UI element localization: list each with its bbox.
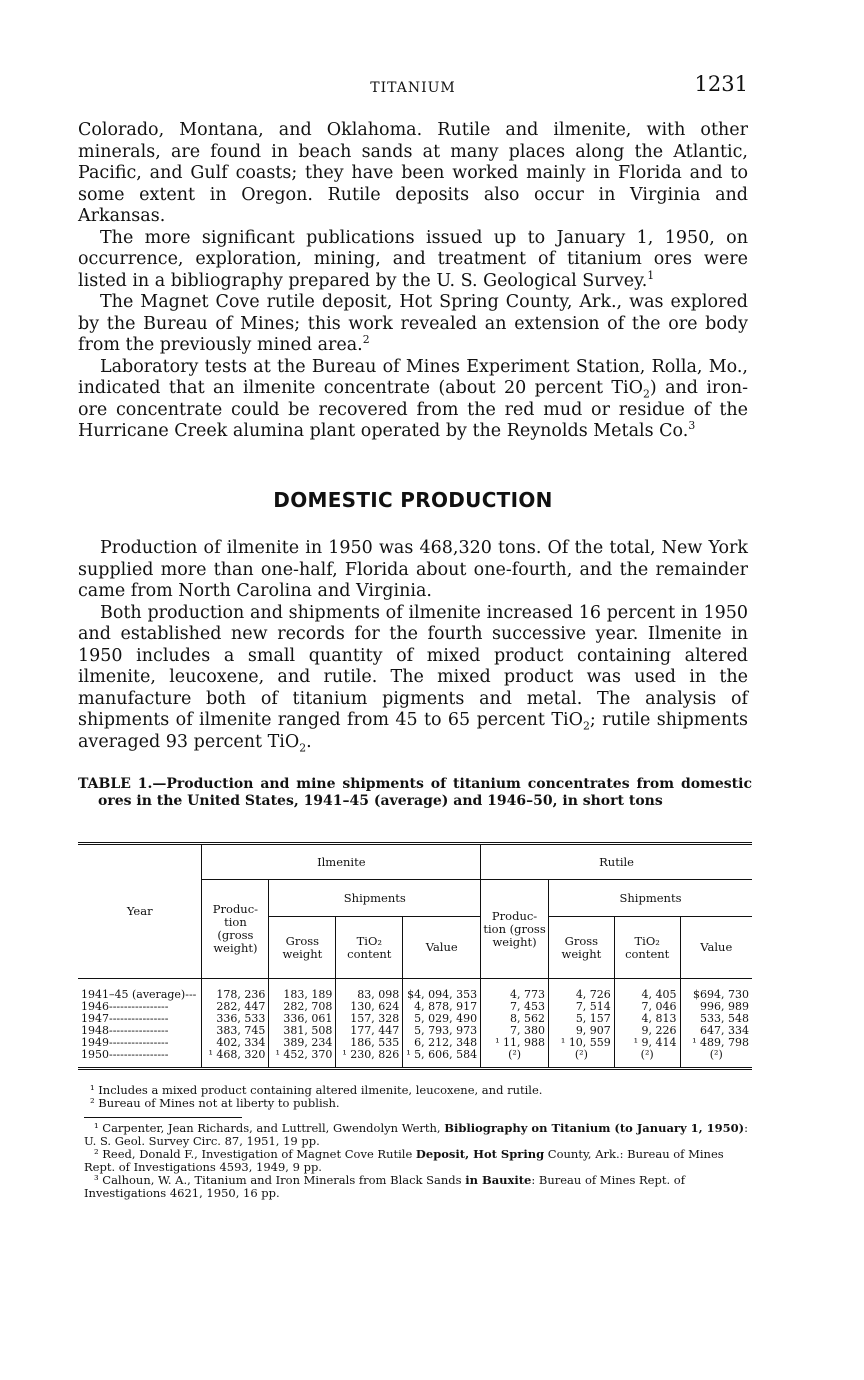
- rutile-value-cell: ¹ 489, 798: [680, 1037, 752, 1049]
- year-cell: 1947----------------: [81, 1012, 169, 1025]
- ilmenite-value-cell: 4, 878, 917: [403, 1001, 481, 1013]
- table-notes: [90, 1084, 750, 1110]
- ilmenite-value-cell: 6, 212, 348: [403, 1037, 481, 1049]
- paragraph: Colorado, Montana, and Oklahoma. Rutile and ilmenite, with other minerals, are found in beach sands at many places along the Atlantic, Pacific, and Gulf coasts; they have been worked mainly in Florida and to some extent in Oregon. Rutile deposits also occur in Virginia and Arkansas.: [78, 120, 748, 226]
- rutile-value-cell: 533, 548: [680, 1013, 752, 1025]
- rutile-production-cell: ¹ 11, 988: [481, 1037, 549, 1049]
- ilmenite-production-cell: 282, 447: [202, 1001, 269, 1013]
- year-cell: 1948----------------: [81, 1024, 169, 1037]
- section-heading: DOMESTIC PRODUCTION: [273, 488, 553, 512]
- ilmenite-gross-cell: 282, 708: [269, 1001, 336, 1013]
- ilmenite-gross-weight-header: Gross weight: [269, 917, 336, 979]
- footnotes: [84, 1122, 754, 1200]
- rutile-shipments-header: Shipments: [548, 880, 752, 917]
- ilmenite-tio2-cell: 177, 447: [336, 1025, 403, 1037]
- ilmenite-production-header: Produc-tion (gross weight): [202, 880, 269, 979]
- rutile-value-cell: $694, 730: [680, 979, 752, 1002]
- rutile-production-cell: 4, 773: [481, 979, 549, 1002]
- rutile-gross-cell: ¹ 10, 559: [548, 1037, 614, 1049]
- rutile-value-header: Value: [680, 917, 752, 979]
- ilmenite-production-cell: 402, 334: [202, 1037, 269, 1049]
- rutile-value-cell: 647, 334: [680, 1025, 752, 1037]
- year-cell: 1950----------------: [78, 1049, 202, 1069]
- year-header: Year: [78, 844, 202, 979]
- footnote-ref: 1: [647, 268, 655, 282]
- footnote: ² Reed, Donald F., Investigation of Magnet Cove Rutile Deposit, Hot Spring County, Ark.: Bureau of Mines Rept. of Investigations 4593, 1949, 9 pp.: [84, 1147, 724, 1174]
- rutile-value-cell: 996, 989: [680, 1001, 752, 1013]
- rutile-gross-cell: 9, 907: [548, 1025, 614, 1037]
- ilmenite-gross-cell: ¹ 452, 370: [269, 1049, 336, 1069]
- ilmenite-gross-cell: 389, 234: [269, 1037, 336, 1049]
- ilmenite-tio2-cell: 83, 098: [336, 979, 403, 1002]
- ilmenite-production-cell: 178, 236: [202, 979, 269, 1002]
- year-cell: 1949----------------: [81, 1036, 169, 1049]
- ilmenite-production-cell: ¹ 468, 320: [202, 1049, 269, 1069]
- rutile-header: Rutile: [481, 844, 752, 880]
- table-note: ¹ Includes a mixed product containing altered ilmenite, leucoxene, and rutile.: [90, 1083, 543, 1097]
- footnote: ³ Calhoun, W. A., Titanium and Iron Minerals from Black Sands in Bauxite: Bureau of Mines Rept. of Investigations 4621, 1950, 16 pp.: [84, 1173, 685, 1200]
- rutile-gross-cell: 5, 157: [548, 1013, 614, 1025]
- paragraph: Production of ilmenite in 1950 was 468,320 tons. Of the total, New York supplied more than one-half, Florida about one-fourth, and the remainder came from North Carolina and Virginia.: [78, 538, 748, 601]
- production-section: [78, 538, 748, 753]
- ilmenite-value-header: Value: [403, 917, 481, 979]
- rutile-production-cell: 7, 380: [481, 1025, 549, 1037]
- ilmenite-tio2-header: TiO₂ content: [336, 917, 403, 979]
- paragraph: Both production and shipments of ilmenite increased 16 percent in 1950 and established new records for the fourth successive year. Ilmenite in 1950 includes a small quantity of mixed product containing altered ilmenite, leucoxene, and rutile. The mixed product was used in the manufacture both of titanium pigments and metal. The analysis of shipments of ilmenite ranged from 45 to 65 percent TiO$_2$; rutile shipments averaged 93 percent TiO$_2$.: [78, 602, 748, 754]
- rutile-tio2-cell: 7, 046: [614, 1001, 680, 1013]
- table-caption: TABLE 1.—Production and mine shipments of titanium concentrates from domestic ores in the United States, 1941–45 (average) and 1946–50, in short tons: [78, 776, 752, 809]
- ilmenite-value-cell: ¹ 5, 606, 584: [403, 1049, 481, 1069]
- ilmenite-gross-cell: 381, 508: [269, 1025, 336, 1037]
- ilmenite-tio2-cell: 186, 535: [336, 1037, 403, 1049]
- ilmenite-value-cell: 5, 793, 973: [403, 1025, 481, 1037]
- ilmenite-gross-cell: 336, 061: [269, 1013, 336, 1025]
- rutile-value-cell: (²): [680, 1049, 752, 1069]
- footnote: ¹ Carpenter, Jean Richards, and Luttrell, Gwendolyn Werth, Bibliography on Titanium (to January 1, 1950): U. S. Geol. Survey Circ. 87, 1951, 19 pp.: [84, 1121, 748, 1148]
- production-table: [78, 842, 752, 1070]
- ilmenite-production-cell: 383, 745: [202, 1025, 269, 1037]
- rutile-tio2-cell: ¹ 9, 414: [614, 1037, 680, 1049]
- ilmenite-shipments-header: Shipments: [269, 880, 481, 917]
- ilmenite-value-cell: 5, 029, 490: [403, 1013, 481, 1025]
- ilmenite-gross-cell: 183, 189: [269, 979, 336, 1002]
- page-header: [78, 72, 748, 102]
- ilmenite-production-cell: 336, 533: [202, 1013, 269, 1025]
- ilmenite-tio2-cell: 130, 624: [336, 1001, 403, 1013]
- footnote-ref: 2: [362, 333, 370, 347]
- year-cell: 1946----------------: [81, 1000, 169, 1013]
- rutile-tio2-cell: (²): [614, 1049, 680, 1069]
- rutile-tio2-cell: 4, 405: [614, 979, 680, 1002]
- table-row: [78, 979, 752, 1002]
- table-row: [78, 1049, 752, 1069]
- rutile-production-header: Produc-tion (gross weight): [481, 880, 549, 979]
- footnote-ref: 3: [688, 419, 696, 433]
- rutile-production-cell: 7, 453: [481, 1001, 549, 1013]
- table-note: ² Bureau of Mines not at liberty to publish.: [90, 1096, 340, 1110]
- ilmenite-header: Ilmenite: [202, 844, 481, 880]
- ilmenite-tio2-cell: ¹ 230, 826: [336, 1049, 403, 1069]
- running-title: TITANIUM: [370, 80, 456, 96]
- paragraph: The more significant publications issued up to January 1, 1950, on occurrence, exploration, mining, and treatment of titanium ores were listed in a bibliography prepared by the U. S. Geological Survey.$^1$: [78, 227, 748, 291]
- rutile-gross-weight-header: Gross weight: [548, 917, 614, 979]
- rutile-tio2-header: TiO₂ content: [614, 917, 680, 979]
- ilmenite-tio2-cell: 157, 328: [336, 1013, 403, 1025]
- rutile-gross-cell: 7, 514: [548, 1001, 614, 1013]
- paragraph: Laboratory tests at the Bureau of Mines Experiment Station, Rolla, Mo., indicated that an ilmenite concentrate (about 20 percent TiO$_2$) and iron-ore concentrate could be recovered from the red mud or residue of the Hurricane Creek alumina plant operated by the Reynolds Metals Co.$^3$: [78, 356, 749, 441]
- rutile-production-cell: (²): [481, 1049, 549, 1069]
- rutile-tio2-cell: 4, 813: [614, 1013, 680, 1025]
- rutile-production-cell: 8, 562: [481, 1013, 549, 1025]
- intro-section: [78, 120, 748, 443]
- ilmenite-value-cell: $4, 094, 353: [403, 979, 481, 1002]
- year-cell: 1941–45 (average)---: [81, 988, 197, 1001]
- rutile-gross-cell: 4, 726: [548, 979, 614, 1002]
- paragraph: The Magnet Cove rutile deposit, Hot Spring County, Ark., was explored by the Bureau of Mines; this work revealed an extension of the ore body from the previously mined area.$^2$: [78, 292, 748, 355]
- page-number: 1231: [694, 72, 748, 96]
- rutile-gross-cell: (²): [548, 1049, 614, 1069]
- footnote-divider: [84, 1117, 242, 1118]
- rutile-tio2-cell: 9, 226: [614, 1025, 680, 1037]
